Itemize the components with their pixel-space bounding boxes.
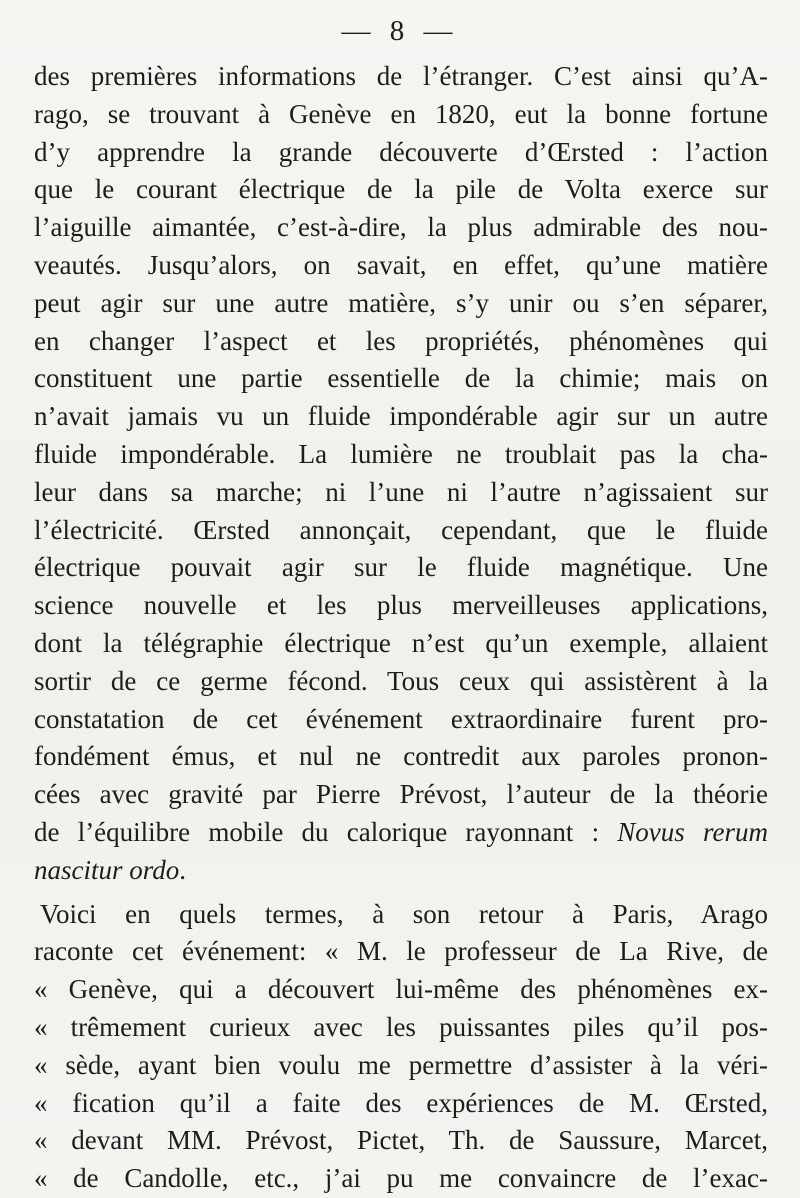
text-line: constatation de cet événement extraordinaire furent pro- xyxy=(34,703,768,734)
text-line: rago, se trouvant à Genève en 1820, eut la bonne fortune xyxy=(34,98,768,129)
text-line: fondément émus, et nul ne contredit aux paroles pronon- xyxy=(34,741,768,772)
text-line: que le courant électrique de la pile de Volta exerce sur xyxy=(34,174,768,205)
text-line: des premières informations de l’étranger. C’est ainsi qu’A- xyxy=(34,61,768,91)
body-text xyxy=(34,58,768,1198)
text-line: sortir de ce germe fécond. Tous ceux qui assistèrent à la xyxy=(34,665,768,696)
text-line: « fication qu’il a faite des expériences de M. Œrsted, xyxy=(34,1087,768,1118)
latin-quote: nascitur ordo xyxy=(34,854,180,885)
text-line: constituent une partie essentielle de la chimie; mais on xyxy=(34,363,768,394)
text-segment: de l’équilibre mobile du calorique rayonnant : xyxy=(34,816,618,847)
latin-quote: Novus rerum xyxy=(617,816,768,847)
text-line: fluide impondérable. La lumière ne troublait pas la cha- xyxy=(34,438,768,469)
text-line: dont la télégraphie électrique n’est qu’un exemple, allaient xyxy=(34,627,768,658)
text-line: « devant MM. Prévost, Pictet, Th. de Saussure, Marcet, xyxy=(34,1125,768,1156)
text-segment: . xyxy=(179,854,187,885)
text-line: en changer l’aspect et les propriétés, phénomènes qui xyxy=(34,325,768,356)
text-line xyxy=(34,852,768,890)
text-line: leur dans sa marche; ni l’une ni l’autre n’agissaient sur xyxy=(34,476,768,507)
text-line: « trêmement curieux avec les puissantes piles qu’il pos- xyxy=(34,1011,768,1042)
text-line: « sède, ayant bien voulu me permettre d’assister à la véri- xyxy=(34,1049,768,1080)
text-line: l’électricité. Œrsted annonçait, cependant, que le fluide xyxy=(34,514,768,545)
text-line: raconte cet événement: « M. le professeur de La Rive, de xyxy=(34,936,768,967)
text-line: veautés. Jusqu’alors, on savait, en effet, qu’une matière xyxy=(34,249,768,280)
page-number: — 8 — xyxy=(341,15,459,47)
paragraph-2 xyxy=(34,896,768,1198)
text-line: l’aiguille aimantée, c’est-à-dire, la plus admirable des nou- xyxy=(34,212,768,243)
text-line: n’avait jamais vu un fluide impondérable agir sur un autre xyxy=(34,401,768,432)
paragraph-1 xyxy=(34,58,768,890)
text-line: d’y apprendre la grande découverte d’Œrsted : l’action xyxy=(34,136,768,167)
text-line: science nouvelle et les plus merveilleuses applications, xyxy=(34,590,768,621)
text-line: électrique pouvait agir sur le fluide magnétique. Une xyxy=(34,552,768,583)
text-line: peut agir sur une autre matière, s’y unir ou s’en séparer, xyxy=(34,287,768,318)
text-line: « de Candolle, etc., j’ai pu me convaincre de l’exac- xyxy=(34,1163,768,1194)
text-line: Voici en quels termes, à son retour à Paris, Arago xyxy=(40,898,768,929)
text-line: cées avec gravité par Pierre Prévost, l’auteur de la théorie xyxy=(34,779,768,810)
text-line: « Genève, qui a découvert lui-même des phénomènes ex- xyxy=(34,974,768,1005)
text-line xyxy=(34,814,768,852)
